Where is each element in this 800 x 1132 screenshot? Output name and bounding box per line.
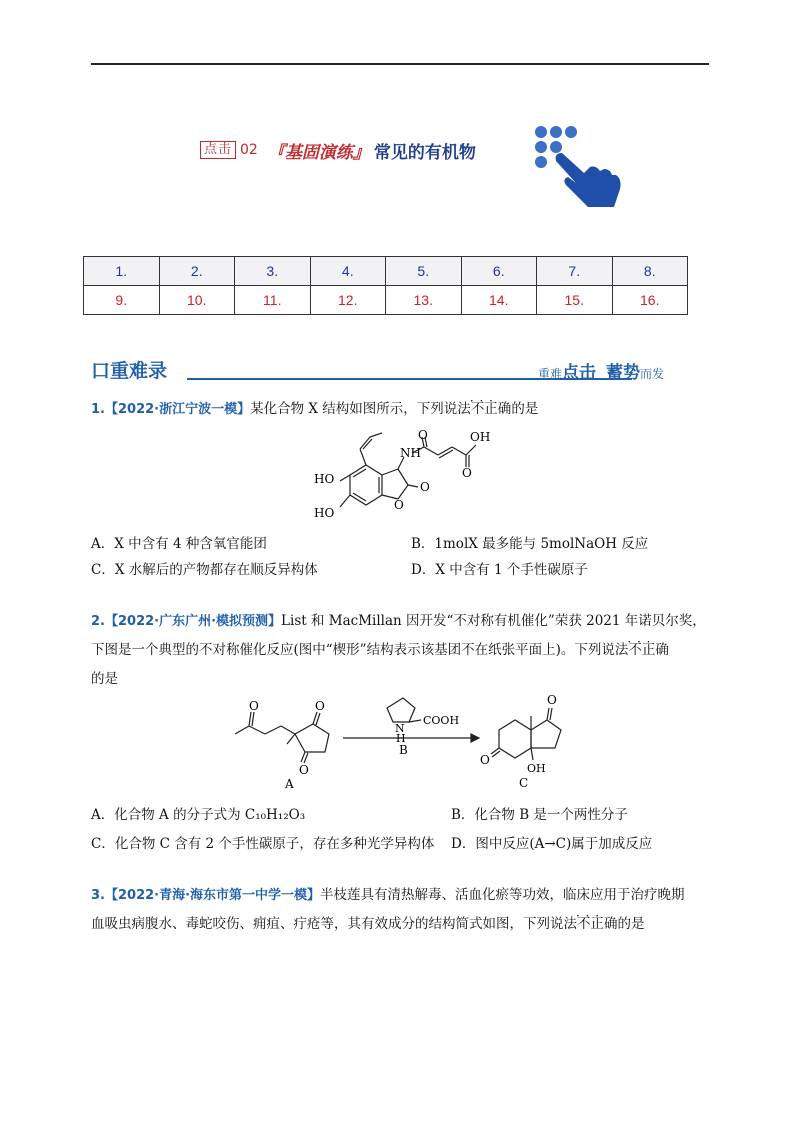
compound-label-b: B — [399, 743, 408, 757]
answer-cell[interactable]: 6. — [461, 257, 537, 286]
answer-cell[interactable]: 14. — [461, 286, 537, 315]
struct-label: HO — [314, 506, 335, 520]
answer-grid — [83, 256, 688, 315]
question-text: List 和 MacMillan 因开发“不对称有机催化”荣获 2021 年诺贝尔奖， — [281, 613, 706, 629]
struct-label: HO — [314, 472, 335, 486]
section-title: 口重难录 — [91, 360, 168, 382]
answer-cell[interactable]: 16. — [612, 286, 688, 315]
section-banner — [200, 137, 476, 163]
struct-label: NH — [400, 446, 421, 460]
answer-cell[interactable]: 4. — [310, 257, 386, 286]
section-header — [91, 356, 711, 386]
struct-label: O — [547, 693, 557, 707]
struct-label: O — [462, 466, 472, 480]
slogan-part: 蓄势 — [606, 363, 641, 383]
question-tag: 2.【2022·广东广州·模拟预测】 — [91, 614, 282, 629]
emphasis-text: 不正确 · · · — [577, 916, 618, 932]
struct-label: O — [420, 480, 430, 494]
struct-label: O — [249, 699, 259, 713]
struct-label: O — [480, 753, 490, 767]
answer-cell[interactable]: 2. — [159, 257, 235, 286]
struct-label: H — [396, 732, 406, 745]
answer-cell[interactable]: 15. — [537, 286, 613, 315]
question-text: 某化合物 X 结构如图所示，下列说法 — [250, 401, 471, 417]
struct-label: O — [394, 498, 404, 512]
click-badge: 点击 — [200, 141, 236, 159]
answer-cell[interactable]: 7. — [537, 257, 613, 286]
answer-cell[interactable]: 1. — [84, 257, 160, 286]
option-a[interactable]: A．X 中含有 4 种含氧官能团 — [91, 536, 267, 552]
emphasis-text: 不正确 · · · — [471, 401, 512, 417]
struct-label: O — [299, 763, 309, 777]
structure-x — [300, 425, 520, 525]
answer-cell[interactable]: 8. — [612, 257, 688, 286]
compound-label-c: C — [519, 776, 529, 790]
struct-label: N — [395, 722, 405, 735]
option-a[interactable]: A．化合物 A 的分子式为 C₁₀H₁₂O₃ — [91, 807, 306, 823]
option-d[interactable]: D．X 中含有 1 个手性碳原子 — [411, 562, 588, 578]
answer-cell[interactable]: 11. — [235, 286, 311, 315]
question-text: 半枝莲具有清热解毒、活血化瘀等功效，临床应用于治疗晚期 — [320, 887, 685, 903]
answer-cell[interactable]: 3. — [235, 257, 311, 286]
banner-quote: 『基固演练』 — [267, 142, 370, 163]
slogan-part: 点击 — [562, 363, 597, 383]
option-c[interactable]: C．X 水解后的产物都存在顺反异构体 — [91, 562, 318, 578]
question-text: 的是 — [617, 916, 645, 932]
answer-cell[interactable]: 12. — [310, 286, 386, 315]
question-tag: 3.【2022·青海·海东市第一中学一模】 — [91, 888, 321, 903]
answer-cell[interactable]: 10. — [159, 286, 235, 315]
question-text: 的是 — [91, 671, 118, 687]
option-b[interactable]: B．1molX 最多能与 5molNaOH 反应 — [411, 536, 649, 552]
struct-label: O — [418, 428, 428, 442]
question-text: 下图是一个典型的不对称催化反应(图中“楔形”结构表示该基团不在纸张平面上)。下列说法 — [91, 642, 629, 658]
option-b[interactable]: B．化合物 B 是一个两性分子 — [451, 807, 628, 823]
reaction-scheme — [225, 690, 585, 790]
option-d[interactable]: D．图中反应(A→C)属于加成反应 — [451, 836, 653, 852]
answer-cell[interactable]: 5. — [386, 257, 462, 286]
emphasis-text: 不正确 · · · — [628, 642, 669, 658]
question-text: 的是 — [511, 401, 539, 417]
option-c[interactable]: C．化合物 C 含有 2 个手性碳原子，存在多种光学异构体 — [91, 836, 435, 852]
question-tag: 1.【2022·浙江宁波一模】 — [91, 402, 251, 417]
answer-cell[interactable]: 13. — [386, 286, 462, 315]
top-rule — [91, 63, 709, 65]
banner-topic: 常见的有机物 — [373, 142, 476, 163]
question-3-stem — [91, 881, 711, 939]
question-1-stem — [91, 395, 711, 424]
compound-label-a: A — [285, 777, 294, 790]
struct-label: OH — [527, 762, 546, 775]
struct-label: OH — [470, 430, 491, 444]
struct-label: O — [315, 699, 325, 713]
banner-number: 02 — [240, 142, 258, 158]
struct-label: COOH — [423, 714, 460, 727]
answer-cell[interactable]: 9. — [84, 286, 160, 315]
section-slogan — [538, 358, 664, 383]
slogan-part: 重难 — [538, 367, 563, 381]
question-text: 血吸虫病腹水、毒蛇咬伤、痈疽、疔疮等，其有效成分的结构简式如图，下列说法 — [91, 916, 577, 932]
question-2-stem — [91, 607, 711, 694]
slogan-part: 而发 — [640, 367, 665, 381]
hand-pointer-icon — [532, 123, 624, 209]
